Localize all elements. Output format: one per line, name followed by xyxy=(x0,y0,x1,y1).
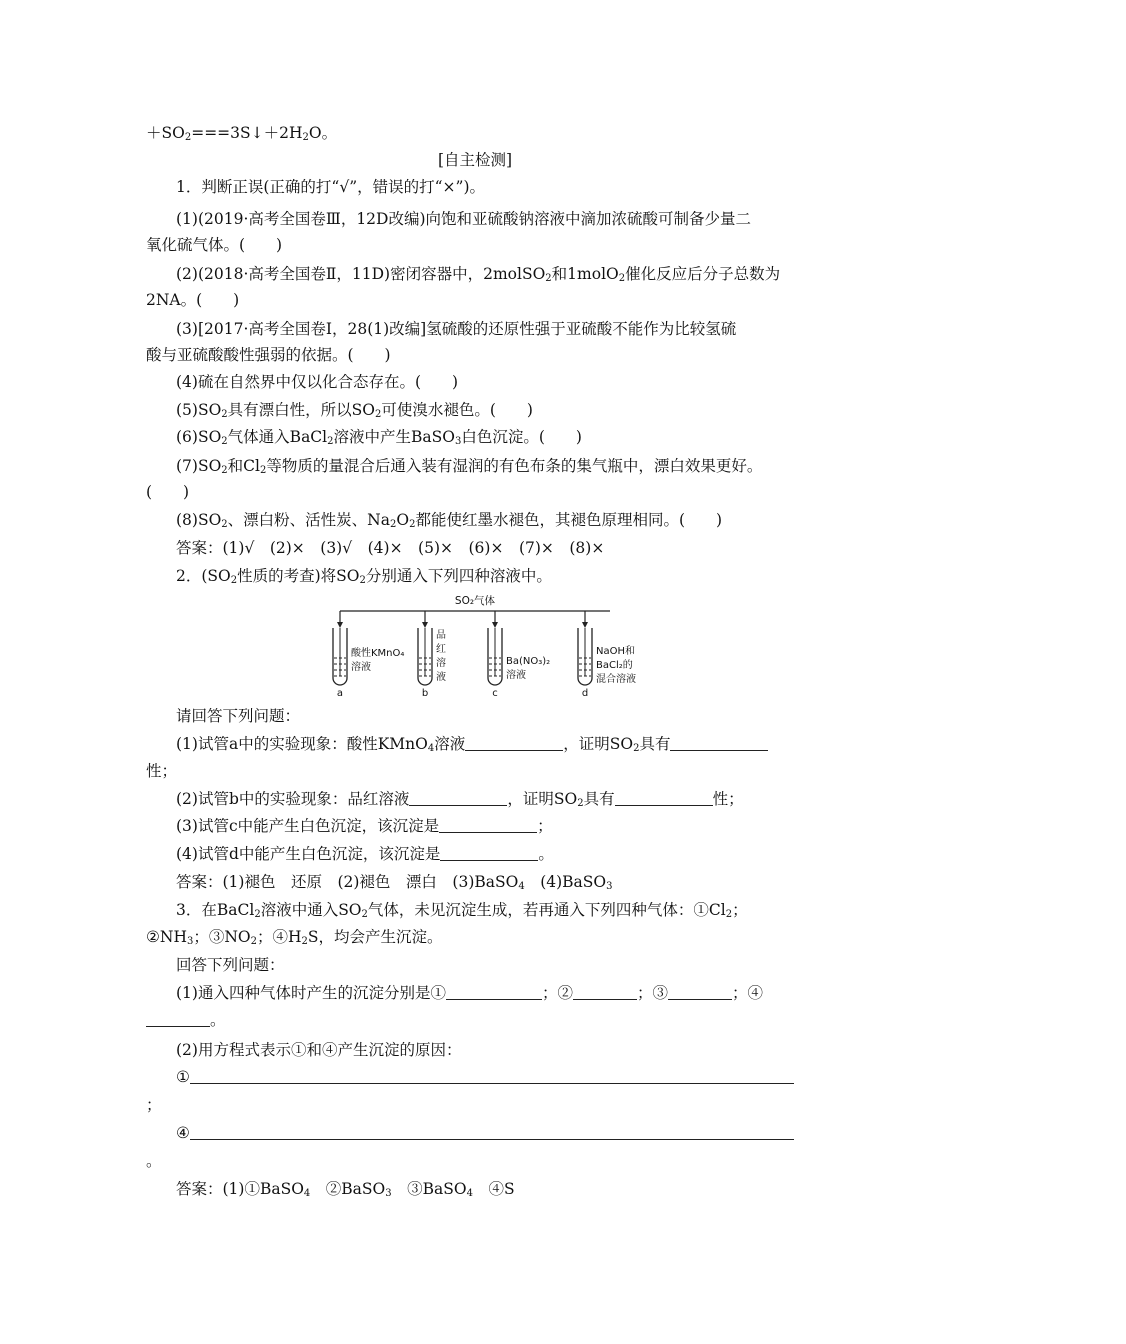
section-title: [自主检测] xyxy=(437,151,513,169)
q2-part-2: (2)试管b中的实验现象：品红溶液 ，证明$SO_2$具有 性； xyxy=(176,790,744,809)
q1-item-7-cont: ( ) xyxy=(146,483,190,501)
q1-item-3-cont: 酸与亚硫酸酸性强弱的依据。( ) xyxy=(146,346,391,364)
tube-d-label-3: 混合溶液 xyxy=(596,674,636,685)
q1-item-2: (2)(2018·高考全国卷Ⅱ，11D)密闭容器中，2molSO$_2$和1molO$_2$催化反应后分子总数为 xyxy=(176,265,781,284)
q3-answer: 答案：(1)①BaSO$_4$ ②BaSO$_3$ ③BaSO$_4$ ④S xyxy=(176,1180,515,1199)
q2-answer: 答案：(1)褪色 还原 (2)褪色 漂白 (3)BaSO$_4$ (4)BaSO$_3$ xyxy=(176,873,613,892)
q1-stem: 1．判断正误(正确的打“√”，错误的打“×”)。 xyxy=(176,178,486,196)
tube-d-label-1: NaOH和 xyxy=(596,646,635,657)
q1-item-1-cont: 氧化硫气体。( ) xyxy=(146,236,283,254)
tube-b-label-1: 品 xyxy=(436,630,446,641)
tube-a xyxy=(333,628,347,685)
q1-item-6: $(6)SO_2$气体通入BaCl$_2$溶液中产生BaSO$_3$白色沉淀。( ) xyxy=(176,428,582,447)
q1-item-8: $(8)SO_2$、漂白粉、活性炭、$Na_2O_2$都能使红墨水褪色，其褪色原理相同。( ) xyxy=(176,511,723,530)
tube-a-label-1: 酸性KMnO₄ xyxy=(351,648,405,659)
tube-d-letter: d xyxy=(581,688,589,699)
q3-equation-4-end: 。 xyxy=(146,1152,162,1170)
q3-part-1: (1)通入四种气体时产生的沉淀分别是① ；② ；③ ；④ xyxy=(176,984,764,1002)
q3-equation-1: ① xyxy=(176,1064,1126,1090)
q3-prompt: 回答下列问题： xyxy=(176,956,285,974)
tube-c-letter: c xyxy=(492,688,498,699)
tube-b-label-3: 溶 xyxy=(436,658,446,669)
q3-part-2: (2)用方程式表示①和④产生沉淀的原因： xyxy=(176,1041,462,1059)
q3-stem: 3．在BaCl$_2$溶液中通入$SO_2$气体，未见沉淀生成，若再通入下列四种气体：$①Cl_2$； xyxy=(176,901,748,920)
tube-b-letter: b xyxy=(421,688,429,699)
q1-item-3: (3)[2017·高考全国卷Ⅰ，28(1)改编]氢硫酸的还原性强于亚硫酸不能作为比较氢硫 xyxy=(176,320,737,338)
q2-part-1-cont: 性； xyxy=(146,762,178,780)
q1-item-5: $(5)SO_2$具有漂白性，所以$SO_2$可使溴水褪色。( ) xyxy=(176,401,533,420)
tube-b-label-2: 红 xyxy=(436,644,446,655)
top-equation: $+SO_2===3S↓+2H_2O$。 xyxy=(146,124,338,143)
q3-equation-1-end: ； xyxy=(146,1096,162,1114)
tube-a-label-2: 溶液 xyxy=(351,662,371,673)
q2-part-1: (1)试管a中的实验现象：酸性KMnO$_4$溶液 ，证明$SO_2$具有 xyxy=(176,731,1126,757)
q3-stem-cont: $②NH_3$；$③NO_2$；$④H_2S$，均会产生沉淀。 xyxy=(146,928,443,947)
tube-b-label-4: 液 xyxy=(436,672,446,683)
q2-stem: 2．($SO_2$性质的考查)将$SO_2$分别通入下列四种溶液中。 xyxy=(176,567,552,586)
q1-item-4: (4)硫在自然界中仅以化合态存在。( ) xyxy=(176,373,459,391)
q3-equation-4: ④ xyxy=(176,1120,1126,1146)
tube-d-label-2: BaCl₂的 xyxy=(596,660,633,671)
tube-c xyxy=(488,628,502,685)
q1-item-1: (1)(2019·高考全国卷Ⅲ，12D改编)向饱和亚硫酸钠溶液中滴加浓硫酸可制备少量二 xyxy=(176,210,752,228)
figure-gas-label: SO₂气体 xyxy=(454,595,496,607)
tube-d xyxy=(578,628,592,685)
test-tube-figure xyxy=(325,592,636,700)
q1-answer: 答案：(1)√ (2)× (3)√ (4)× (5)× (6)× (7)× (8)× xyxy=(176,539,605,557)
q2-prompt: 请回答下列问题： xyxy=(176,707,301,725)
q3-part-1-cont: 。 xyxy=(146,1007,1096,1033)
q1-item-7: $(7)SO_2$和$Cl_2$等物质的量混合后通入装有湿润的有色布条的集气瓶中，漂白效果更好。 xyxy=(176,457,763,476)
q2-part-4: (4)试管d中能产生白色沉淀，该沉淀是 。 xyxy=(176,845,554,863)
tube-b xyxy=(418,628,432,685)
tube-c-label-2: 溶液 xyxy=(506,670,526,681)
tube-a-letter: a xyxy=(336,688,344,699)
q1-item-2-cont: 2NA。( ) xyxy=(146,291,240,309)
q2-part-3: (3)试管c中能产生白色沉淀，该沉淀是 ； xyxy=(176,817,553,835)
tube-c-label-1: Ba(NO₃)₂ xyxy=(506,656,551,667)
